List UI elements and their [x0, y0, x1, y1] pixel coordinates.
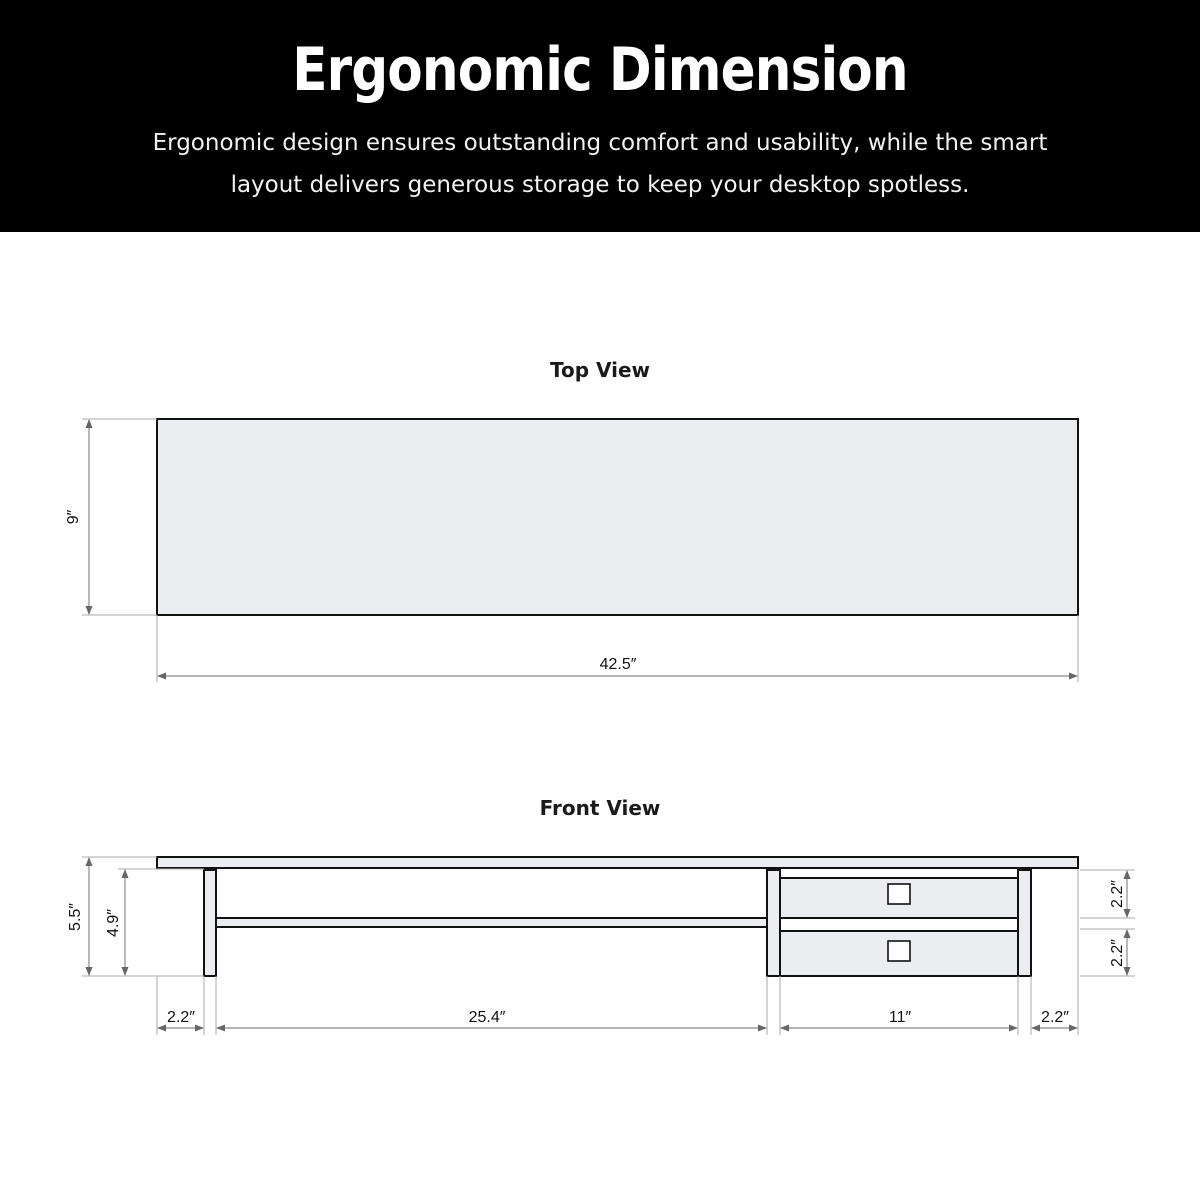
top-view-width-dimension: [157, 615, 1078, 682]
front-view-total-height-dimension: [67, 857, 204, 976]
top-view-panel: [157, 419, 1078, 615]
front-view-drawer-bottom-height-label: 2.2″: [1109, 939, 1126, 967]
top-view-depth-label: 9″: [65, 509, 82, 525]
front-view-drawer-height-dimensions: [1080, 870, 1135, 976]
front-view-total-height-label: 5.5″: [67, 903, 84, 931]
page-subtitle: Ergonomic design ensures outstanding comfort and usability, while the smart layout delivers generous storage to keep your desktop spotless.: [152, 130, 1048, 198]
top-view-width-label: 42.5″: [599, 656, 637, 673]
drawer-bottom-handle-icon: [888, 941, 910, 961]
top-view-title: Top View: [549, 358, 651, 382]
front-view-left-leg-label: 2.2″: [167, 1009, 195, 1026]
front-view-drawer-width-label: 11″: [888, 1009, 912, 1026]
top-view: [65, 419, 1078, 682]
front-view-top-board: [157, 857, 1078, 868]
front-view-middle-divider: [767, 870, 780, 976]
front-view-inner-height-label: 4.9″: [105, 909, 122, 937]
front-view-inner-height-dimension: [105, 869, 204, 975]
front-view-right-leg-label: 2.2″: [1041, 1009, 1069, 1026]
front-view: [67, 857, 1135, 1035]
front-view-stretcher: [216, 918, 767, 927]
front-view-open-span-label: 25.4″: [468, 1009, 506, 1026]
page-title: Ergonomic Dimension: [292, 35, 908, 105]
front-view-drawer-top-height-label: 2.2″: [1109, 880, 1126, 908]
drawer-top-handle-icon: [888, 884, 910, 904]
front-view-title: Front View: [539, 796, 661, 820]
top-view-depth-dimension: [65, 419, 157, 615]
front-view-right-leg: [1018, 870, 1031, 976]
front-view-left-leg: [204, 870, 216, 976]
